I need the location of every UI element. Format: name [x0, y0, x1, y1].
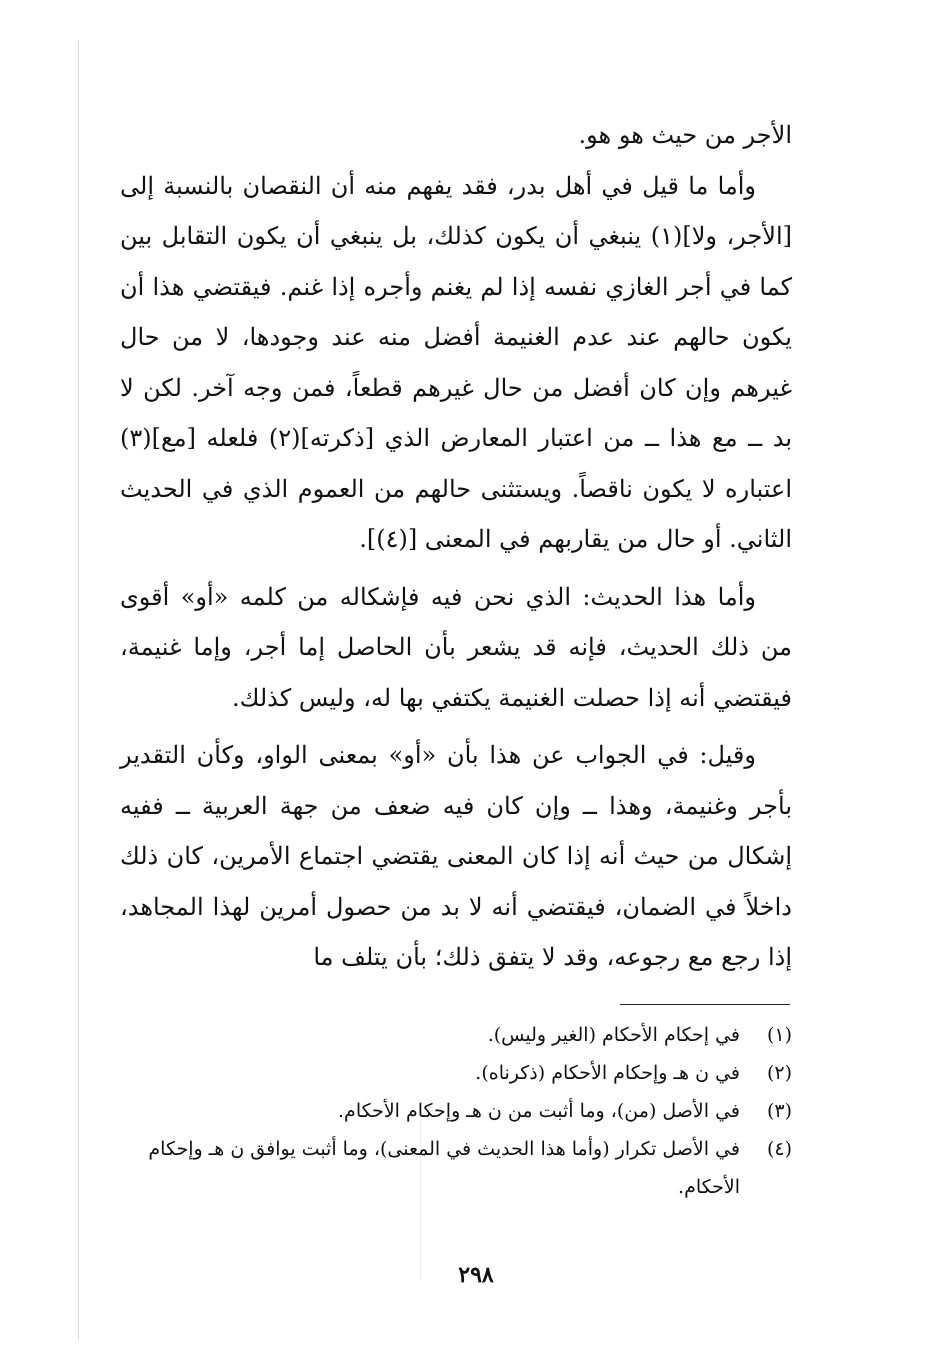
paragraph: وقيل: في الجواب عن هذا بأن «أو» بمعنى الواو، وكأن التقدير بأجر وغنيمة، وهذا ــ وإن كان فيه ضعف من جهة العربية ــ ففيه إشكال من حيث أنه إذا كان المعنى يقتضي اجتماع الأمرين، كان ذلك داخلاً في الضمان، فيقتضي أنه لا بد من حصول أمرين لهذا المجاهد، إذا رجع مع رجوعه، وقد لا يتفق ذلك؛ بأن يتلف ما — [120, 741, 792, 971]
footnote-number: (٣) — [766, 1100, 792, 1122]
footnote-text: في الأصل تكرار (وأما هذا الحديث في المعنى)، وما أثبت يوافق ن هـ وإحكام الأحكام. — [148, 1138, 740, 1198]
footnotes — [120, 1016, 792, 1206]
scan-artifact-line — [78, 40, 79, 1340]
paragraph: وأما هذا الحديث: الذي نحن فيه فإشكاله من كلمه «أو» أقوى من ذلك الحديث، فإنه قد يشعر بأن الحاصل إما أجر، وإما غنيمة، فيقتضي أنه إذا حصلت الغنيمة يكتفي بها له، وليس كذلك. — [120, 582, 792, 712]
footnote-number: (١) — [766, 1024, 792, 1046]
footnote — [120, 1054, 792, 1092]
footnote — [120, 1092, 792, 1130]
page-number: ٢٩٨ — [458, 1262, 494, 1288]
paragraph-continuation: الأجر من حيث هو هو. — [578, 121, 792, 149]
footnote-number: (٢) — [766, 1062, 792, 1084]
main-text — [120, 110, 792, 983]
footnote — [120, 1130, 792, 1206]
footnote-text: في الأصل (من)، وما أثبت من ن هـ وإحكام الأحكام. — [338, 1100, 740, 1122]
footnote-text: في إحكام الأحكام (الغير وليس). — [487, 1024, 740, 1046]
footnote-separator — [620, 1004, 790, 1005]
paragraph: وأما ما قيل في أهل بدر، فقد يفهم منه أن النقصان بالنسبة إلى [الأجر، ولا](١) ينبغي أن يكون كذلك، بل ينبغي أن يكون التقابل بين كما في أجر الغازي نفسه إذا لم يغنم وأجره إذا غنم. فيقتضي هذا أن يكون حالهم عند عدم الغنيمة أفضل منه عند وجودها، لا من حال غيرهم وإن كان أفضل من حال غيرهم قطعاً، فمن وجه آخر. لكن لا بد ــ مع هذا ــ من اعتبار المعارض الذي [ذكرته](٢) فلعله [مع](٣) اعتباره لا يكون ناقصاً. ويستثنى حالهم من العموم الذي في الحديث الثاني. أو حال من يقاربهم في المعنى [(٤)]. — [120, 171, 792, 553]
footnote-text: في ن هـ وإحكام الأحكام (ذكرناه). — [475, 1062, 740, 1084]
footnote-number: (٤) — [766, 1138, 792, 1160]
footnote — [120, 1016, 792, 1054]
